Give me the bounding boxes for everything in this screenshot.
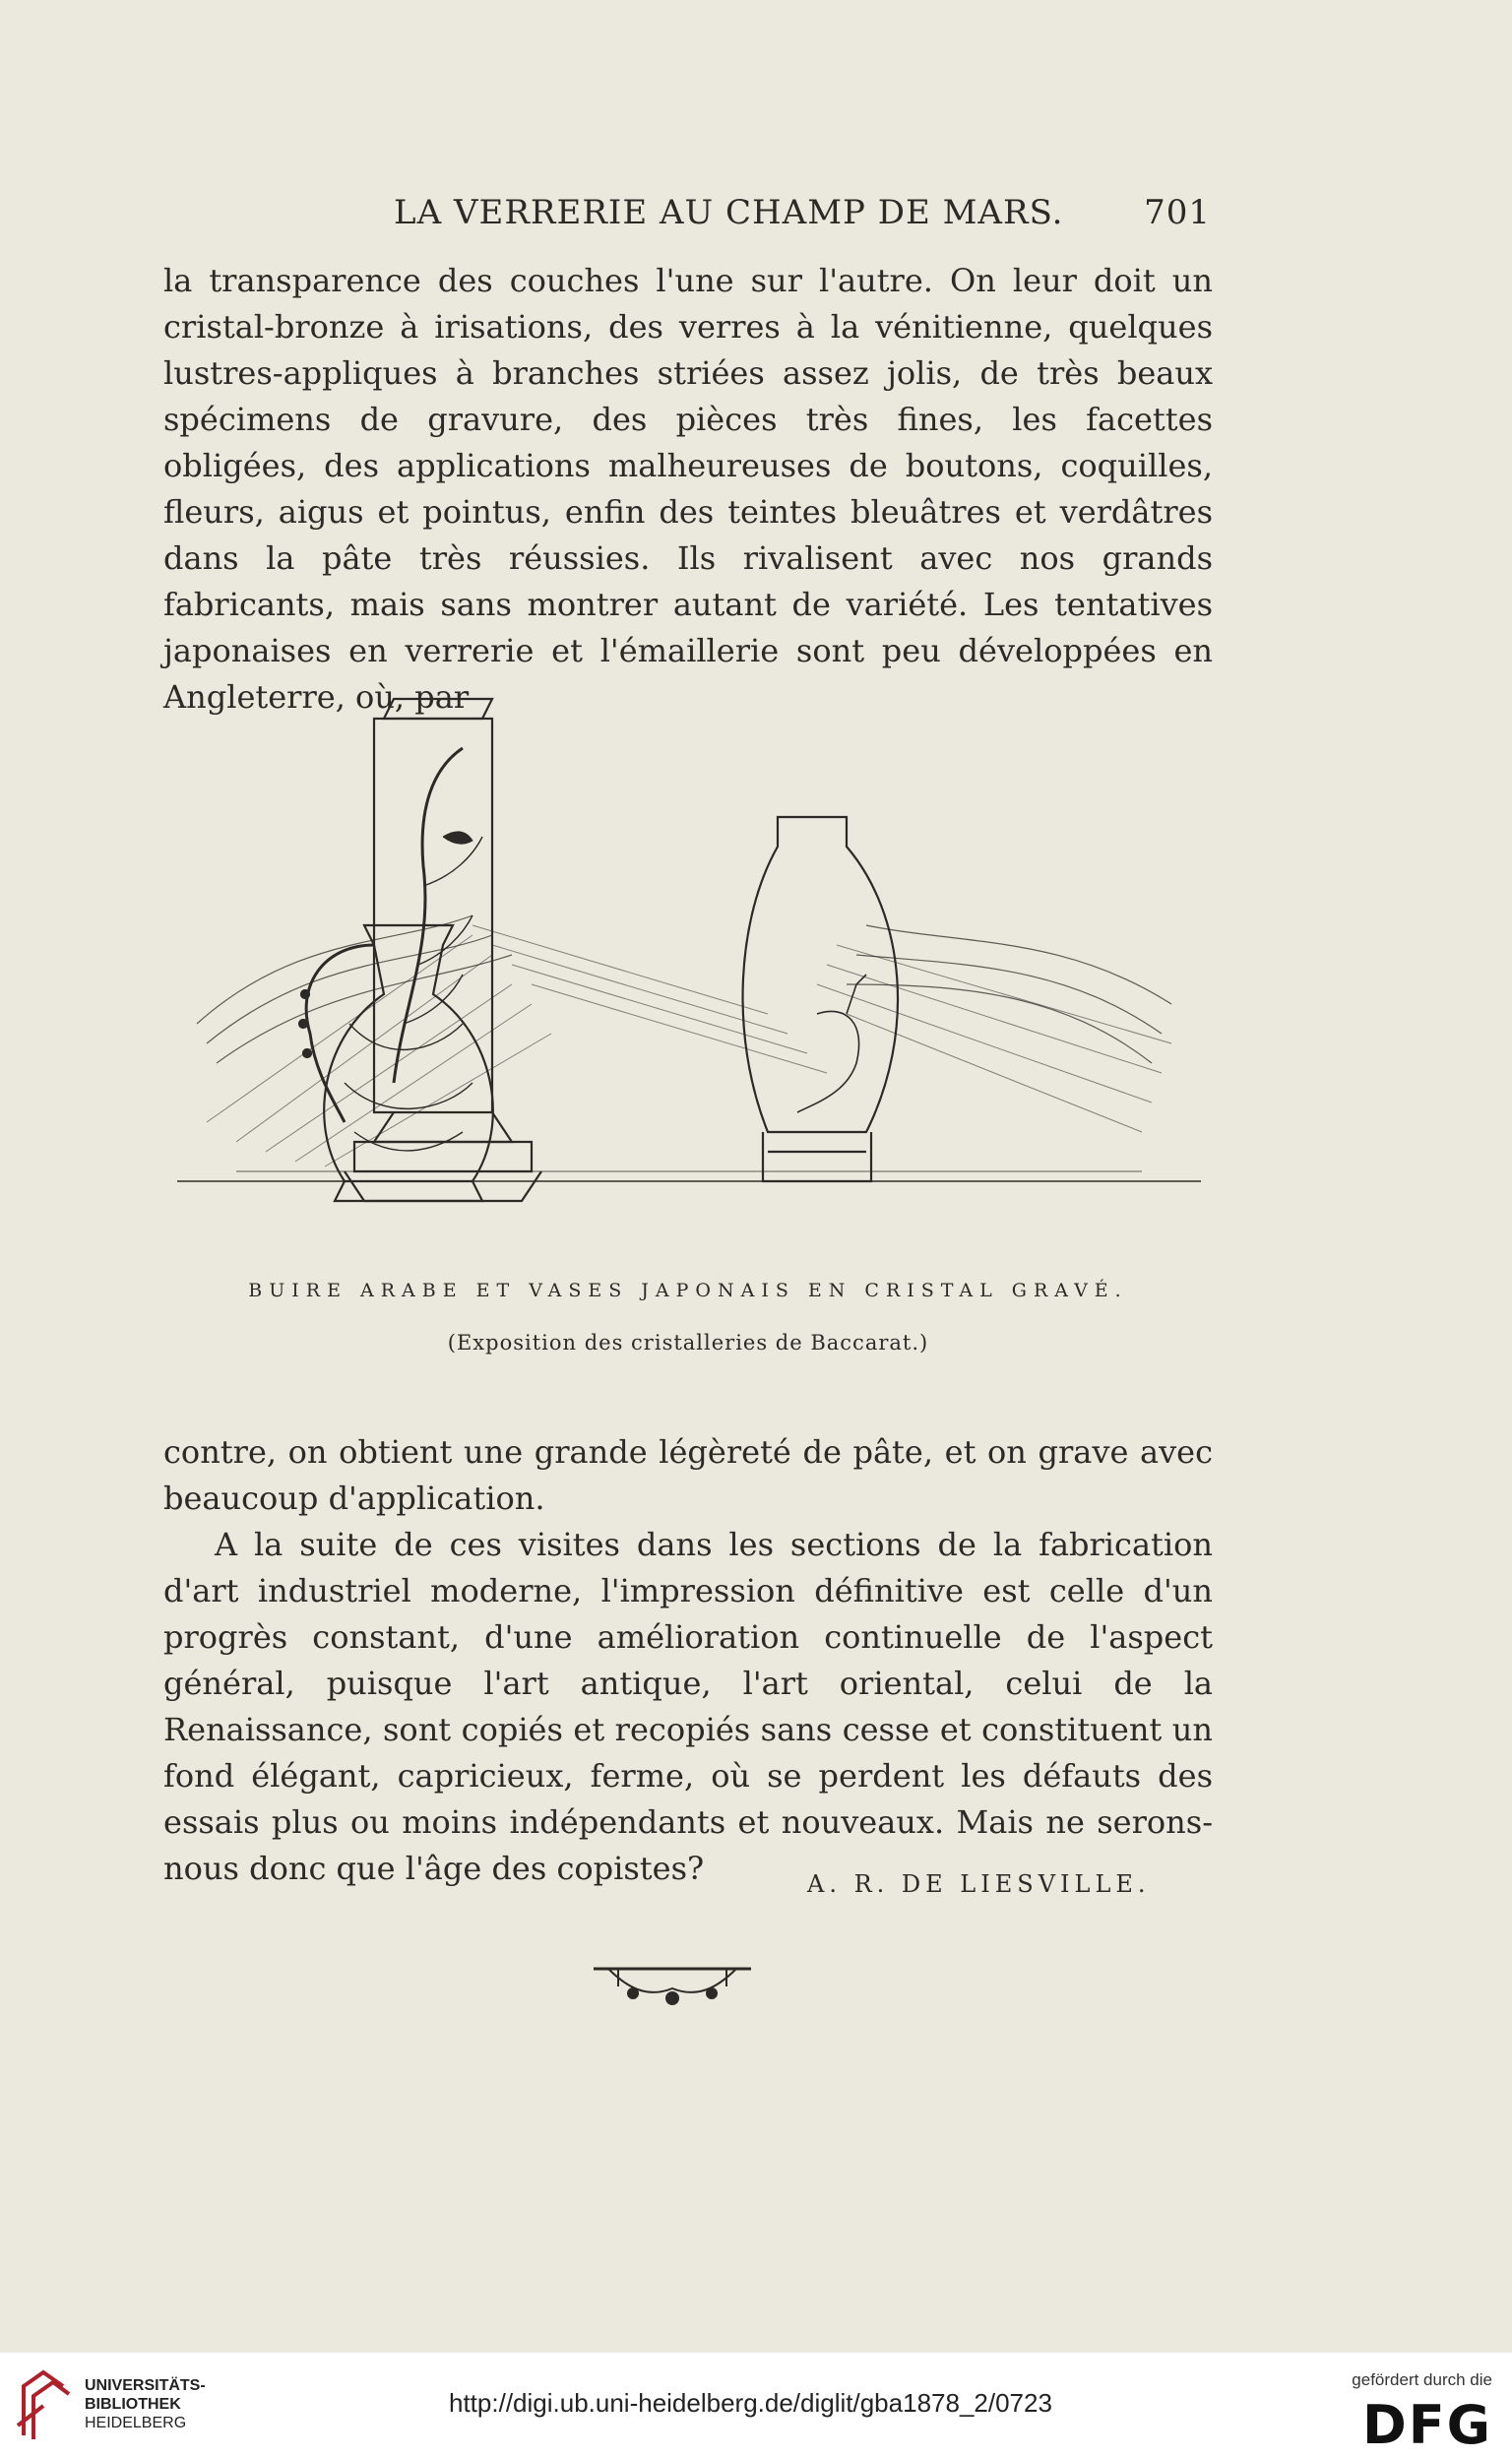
page-number: 701 — [1144, 193, 1211, 232]
japanese-bottle-vase — [743, 817, 898, 1181]
paragraph: contre, on obtient une grande légèreté de pâte, et on grave avec beaucoup d'application. — [163, 1433, 1213, 1517]
engraving-illustration — [177, 689, 1201, 1240]
digitization-footer — [0, 2353, 1512, 2458]
library-name — [85, 2376, 206, 2432]
figure-subcaption: (Exposition des cristalleries de Baccarat.) — [447, 1331, 929, 1355]
japanese-square-vase — [345, 699, 541, 1201]
library-logo-icon — [14, 2366, 73, 2445]
body-text-top — [163, 258, 1213, 721]
author-signature: A. R. DE LIESVILLE. — [807, 1870, 1151, 1898]
page-header-title: LA VERRERIE AU CHAMP DE MARS. — [394, 193, 1064, 232]
library-line-2: BIBLIOTHEK — [85, 2396, 181, 2413]
library-line-1: UNIVERSITÄTS- — [85, 2377, 206, 2394]
funder-logo: DFG — [1361, 2394, 1492, 2456]
figure-caption: BUIRE ARABE ET VASES JAPONAIS EN CRISTAL GRAVÉ. — [248, 1280, 1128, 1301]
funded-by-label: gefördert durch die — [1352, 2370, 1492, 2389]
library-line-3: HEIDELBERG — [85, 2415, 187, 2431]
permalink-url[interactable]: http://digi.ub.uni-heidelberg.de/diglit/gba1878_2/0723 — [449, 2388, 1052, 2418]
body-text-bottom — [163, 1429, 1213, 1892]
paragraph: la transparence des couches l'une sur l'autre. On leur doit un cristal-bronze à irisations, des verres à la vénitienne, quelques lustres-appliques à branches striées assez jolis, de très beaux spécimens de gravure, des pièces très fines, les facettes obligées, des applications malheureuses de boutons, coquilles, fleurs, aigus et pointus, enfin des teintes bleuâtres et verdâtres dans la pâte très réussies. Ils rivalisent avec nos grands fabricants, mais sans montrer autant de variété. Les tentatives japonaises en verrerie et l'émaillerie sont peu développées en Angleterre, où, par — [163, 262, 1213, 716]
paragraph: A la suite de ces visites dans les sections de la fabrication d'art industriel moderne, l'impression définitive est celle d'un progrès constant, d'une amélioration continuelle de l'aspect général, puisque l'art antique, l'art oriental, celui de la Renaissance, sont copiés et recopiés sans cesse et constituent un fond élégant, capricieux, ferme, où se perdent les défauts des essais plus ou moins indépendants et nouveaux. Mais ne serons-nous donc que l'âge des copistes? — [163, 1526, 1213, 1887]
tailpiece-ornament-icon — [589, 1959, 756, 2018]
